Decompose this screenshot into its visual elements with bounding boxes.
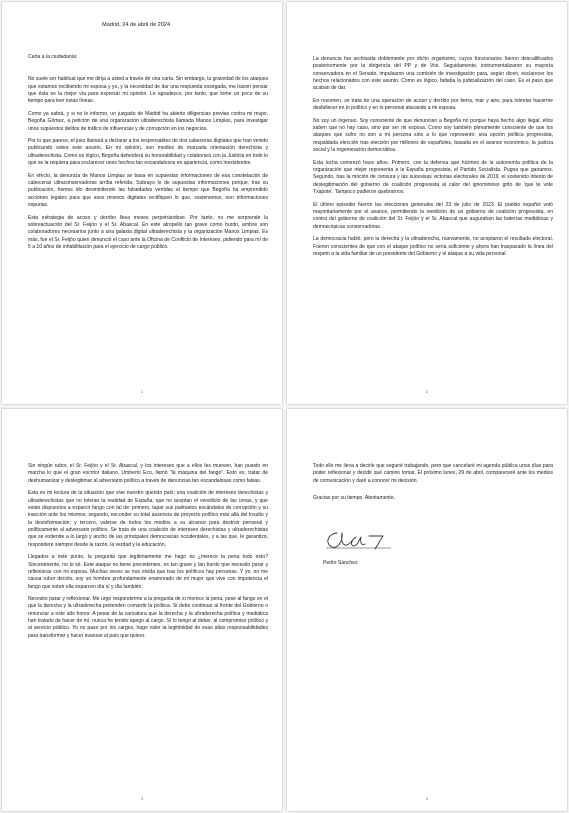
letter-page-1 <box>2 2 282 404</box>
handwritten-signature <box>323 524 395 554</box>
page-1-body <box>28 54 268 257</box>
paragraph: Esta estrategia de acoso y derribo lleva meses perpetrándose. Por tanto, no me sorprende la sobreactuación del Sr. Feijóo y el Sr. Abascal. En este atropello tan grave como burdo, ambos son colaboradores necesarios junto a una galaxia digital ultraderechista y la organización Manos Limpias. Es más, fue el Sr. Feijóo quien denunció el caso ante la Oficina de Conflicto de Intereses, pidiendo para mí de 5 a 10 años de inhabilitación para el ejercicio de cargo público. <box>28 214 268 250</box>
closing: Gracias por su tiempo. Atentamente, <box>313 495 395 502</box>
letter-page-4 <box>287 409 567 811</box>
page-2-body <box>313 56 553 263</box>
salutation: Carta a la ciudadanía: <box>28 54 78 60</box>
paragraph: El último episodio fueron las elecciones generales del 23 de julio de 2023. El pueblo español votó mayoritariamente por el avance, permitiendo la reedición de un gobierno de coalición progresista, en contra del gobierno de coalición del Sr. Feijóo y el Sr. Abascal que auguraban las baterías mediáticas y demoscópicas conservadoras. <box>313 201 553 230</box>
page-number: 3 <box>141 797 143 801</box>
paragraph: Llegados a este punto, la pregunta que legítimamente me hago es ¿merece la pena todo esto? Sinceramente, no lo sé. Este ataque no tiene precedentes, es tan grave y tan burdo que necesito parar y reflexionar con mi esposa. Muchas veces se nos olvida que tras los políticos hay personas. Y yo, no me causa rubor decirlo, soy un hombre profundamente enamorado de mi mujer que vive con impotencia el fango que sobre ella esparcen día sí y día también. <box>28 554 268 590</box>
paragraph: Todo ello me lleva a decirle que seguiré trabajando, pero que cancelaré mi agenda pública unos días para poder reflexionar y decidir qué camino tomar. El próximo lunes, 29 de abril, compareceré ante los medios de comunicación y daré a conocer mi decisión. <box>313 463 553 484</box>
paragraph: En efecto, la denuncia de Manos Limpias se basa en supuestas informaciones de esa constelación de cabeceras ultraconservadoras arriba referida. Subrayo lo de supuestas informaciones porque, tras su publicación, hemos ido desmintiendo las falsedades vertidas al tiempo que Begoña ha emprendido acciones legales para que esos mismos digitales rectifiquen lo que, sostenemos, son informaciones espurias. <box>28 172 268 209</box>
page-number: 2 <box>426 390 428 394</box>
letter-date: Madrid, 24 de abril de 2024 <box>102 22 171 28</box>
page-3-body <box>28 463 268 645</box>
paragraph: Esta lucha comenzó hace años. Primero, con la defensa que hicimos de la autonomía política de la organización que mejor representa a la España progresista, el Partido Socialista. Pugna que ganamos. Segundo, tras la moción de censura y las sucesivas victorias electorales de 2019, el sostenido intento de deslegitimación del gobierno de coalición progresista al calor del ignominioso grito de 'que te vote Txapote'. Tampoco pudieron quebrarnos. <box>313 159 553 196</box>
page-4-body <box>313 463 553 508</box>
paragraph: Por lo que parece, el juez llamará a declarar a los responsables de dos cabeceras digitales que han venido publicando sobre este asunto. En mi opinión, son medios de marcada orientación derechista y ultraderechista. Como es lógico, Begoña defenderá su honorabilidad y colaborará con la Justicia en todo lo que se la requiera para esclarecer unos hechos tan escandalosos en apariencia, como inexistentes. <box>28 138 268 167</box>
letter-page-3 <box>2 409 282 811</box>
paragraph: Esta es mi lectura de la situación que vive nuestro querido país: una coalición de intereses derechistas y ultraderechistas que no toleran la realidad de España, que no aceptan el veredicto de las urnas, y que están dispuestos a esparcir fango con tal de: primero, tapar sus palmarios escándalos de corrupción y su inacción ante los mismos; segundo, esconder su total ausencia de proyecto político más allá del insulto y la desinformación; y tercero, valerse de todos los medios a su alcance para destruir personal y políticamente al adversario político. Se trata de una coalición de intereses derechistas y ultraderechistas que se extiende a lo largo y ancho de las principales democracias occidentales, y a las que, le garantizo, responderé siempre desde la razón, la verdad y la educación. <box>28 490 268 548</box>
page-number: 4 <box>426 797 428 801</box>
paragraph: No soy un ingenuo. Soy consciente de que denuncian a Begoña no porque haya hecho algo ilegal, ellos saben que no hay caso, sino por ser mi esposa. Como soy también plenamente consciente de que los ataques que sufro no son a mi persona sino a lo que represento: una opción política progresista, respaldada elección tras elección por millones de españoles, basada en el avance económico, la justicia social y la regeneración democrática. <box>313 117 553 154</box>
paragraph: Como ya sabrá, y si no le informo, un juzgado de Madrid ha abierto diligencias previas contra mi mujer, Begoña Gómez, a petición de una organización ultraderechista llamada Manos Limpias, para investigar unos supuestos delitos de tráfico de influencias y de corrupción en los negocios. <box>28 110 268 132</box>
paragraph: Necesito parar y reflexionar. Me urge responderme a la pregunta de si merece la pena, pese al fango en el que la derecha y la ultraderecha pretenden convertir la política. Si debo continuar al frente del Gobierno o renunciar a este alto honor. A pesar de la caricatura que la derecha y la ultraderecha política y mediática han tratado de hacer de mí, nunca he tenido apego al cargo. Sí lo tengo al deber, al compromiso político y al servicio público. Yo no paso por los cargos, hago valer la legitimidad de esas altas responsabilidades para transformar y hacer avanzar al país que quiero. <box>28 596 268 639</box>
paragraph: En resumen, se trata de una operación de acoso y derribo por tierra, mar y aire, para intentar hacerme desfallecer en lo político y en lo personal atacando a mi esposa. <box>313 97 553 112</box>
paragraph: Sin ningún rubor, el Sr. Feijóo y el Sr. Abascal, y los intereses que a ellos les mueven, han puesto en marcha lo que el gran escritor italiano, Umberto Eco, llamó "la máquina del fango". Esto es, tratar de deshumanizar y deslegitimar al adversario político a través de denuncias tan escandalosas como falsas. <box>28 463 268 484</box>
signature-name: Pedro Sánchez <box>323 560 358 566</box>
paragraph: No suele ser habitual que me dirija a usted a través de una carta. Sin embargo, la gravedad de los ataques que estamos recibiendo mi esposa y yo, y la necesidad de dar una respuesta sosegada, me hacen pensar que ésta es la mejor vía para expresar mi opinión. Le agradezco, por tanto, que tome un poco de su tiempo para leer estas líneas. <box>28 76 268 105</box>
page-number: 1 <box>141 390 143 394</box>
paragraph: La democracia habló, pero la derecha y la ultraderecha, nuevamente, no aceptaron el resultado electoral. Fueron conscientes de que con el ataque político no sería suficiente y ahora han traspasado la línea del respeto a la vida familiar de un presidente del Gobierno y el ataque a su vida personal. <box>313 236 553 257</box>
paragraph: La denuncia fue archivada doblemente por dicho organismo, cuyos funcionarios fueron descalificados posteriormente por la dirigencia del PP y de Vox. Seguidamente, instrumentalizaron su mayoría conservadora en el Senado, impulsaron una comisión de investigación para, según dicen, esclarecer los hechos relacionados con este asunto. Como es lógico, faltaba la judicialización del caso. Es el paso que acaban de dar. <box>313 56 553 92</box>
letter-page-2 <box>287 2 567 404</box>
